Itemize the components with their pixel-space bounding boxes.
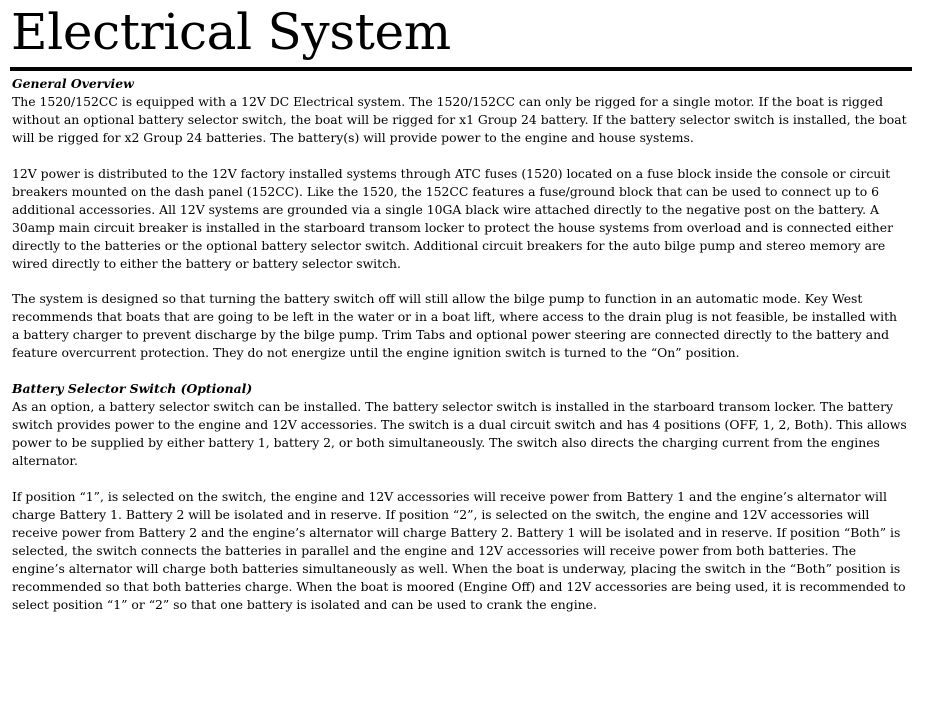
page-title: Electrical System <box>11 3 451 61</box>
paragraph-selector-positions: If position “1”, is selected on the switch, the engine and 12V accessories will receive power from Battery 1 and the engine’s alternator will charge Battery 1. Battery 2 will be isolated and in reserve. If position “2”, is selected on the switch, the engine and 12V accessories will receive power from Battery 2 and the engine’s alternator will charge Battery 2. Battery 1 will be isolated and in reserve. If position “Both” is selected, the switch connects the batteries in parallel and the engine and 12V accessories will receive power from both batteries. The engine’s alternator will charge both batteries simultaneously as well. When the boat is underway, placing the switch in the “Both” position is recommended so that both batteries charge. When the boat is moored (Engine Off) and 12V accessories are being used, it is recommended to select position “1” or “2” so that one battery is isolated and can be used to crank the engine. <box>12 488 906 612</box>
section-heading-battery-selector: Battery Selector Switch (Optional) <box>12 381 253 397</box>
section-heading-general-overview: General Overview <box>12 76 134 91</box>
paragraph-overview-intro: The 1520/152CC is equipped with a 12V DC Electrical system. The 1520/152CC can only be rigged for a single motor. If the boat is rigged without an optional battery selector switch, the boat will be rigged for x1 Group 24 battery. If the battery selector switch is installed, the boat will be rigged for x2 Group 24 batteries. The battery(s) will provide power to the engine and house systems. <box>12 93 907 145</box>
title-divider <box>10 67 912 71</box>
paragraph-selector-intro: As an option, a battery selector switch can be installed. The battery selector switch is installed in the starboard transom locker. The battery switch provides power to the engine and 12V accessories. The switch is a dual circuit switch and has 4 positions (OFF, 1, 2, Both). This allows power to be supplied by either battery 1, battery 2, or both simultaneously. The switch also directs the charging current from the engines alternator. <box>12 399 907 469</box>
paragraph-bilge-pump: The system is designed so that turning the battery switch off will still allow the bilge pump to function in an automatic mode. Key West recommends that boats that are going to be left in the water or in a boat lift, where access to the drain plug is not feasible, be installed with a battery charger to prevent discharge by the bilge pump. Trim Tabs and optional power steering are connected directly to the battery and feature overcurrent protection. They do not energize until the engine ignition switch is turned to the “On” position. <box>12 291 898 361</box>
document-body <box>12 75 908 614</box>
paragraph-power-distribution: 12V power is distributed to the 12V factory installed systems through ATC fuses (1520) located on a fuse block inside the console or circuit breakers mounted on the dash panel (152CC). Like the 1520, the 152CC features a fuse/ground block that can be used to connect up to 6 additional accessories. All 12V systems are grounded via a single 10GA black wire attached directly to the negative post on the battery. A 30amp main circuit breaker is installed in the starboard transom locker to protect the house systems from overload and is connected either directly to the batteries or the optional battery selector switch. Additional circuit breakers for the auto bilge pump and stereo memory are wired directly to either the battery or battery selector switch. <box>12 165 894 271</box>
